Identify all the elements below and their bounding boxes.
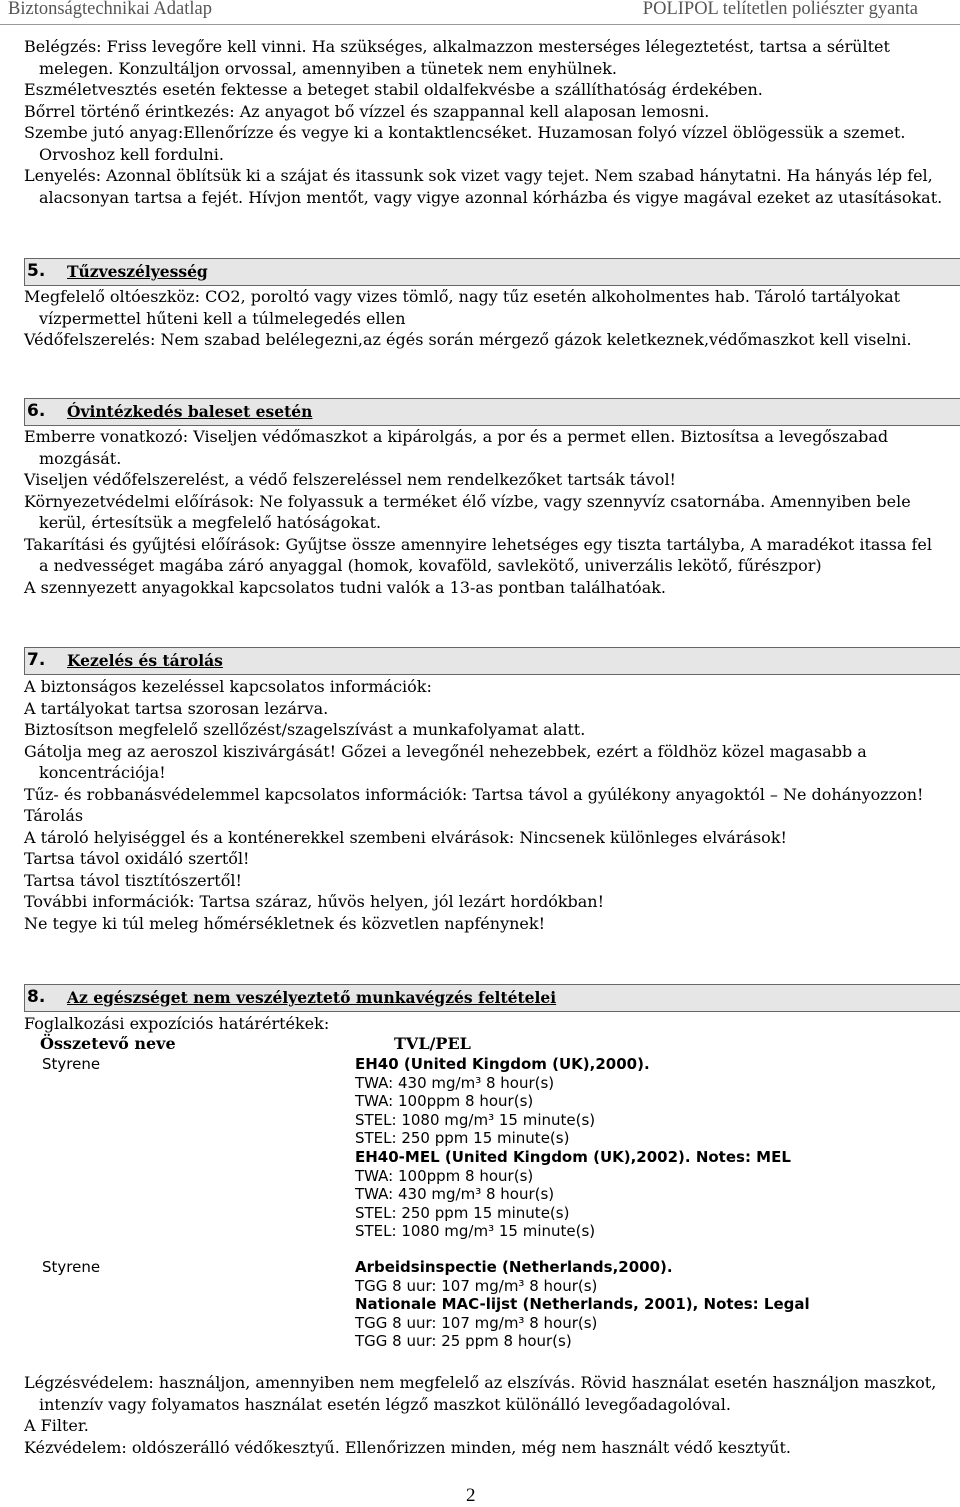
- paragraph: A Filter.: [24, 1416, 89, 1435]
- limit-line: TWA: 430 mg/m³ 8 hour(s): [355, 1073, 555, 1092]
- limit-line: STEL: 250 ppm 15 minute(s): [355, 1203, 570, 1222]
- page-header: [0, 0, 960, 24]
- header-product-name: POLIPOL telítetlen poliészter gyanta: [642, 0, 918, 19]
- paragraph: Védőfelszerelés: Nem szabad belélegezni,az égés során mérgező gázok keletkeznek,védőmaszkot kell viselni.: [24, 330, 912, 349]
- paragraph: Tartsa távol oxidáló szertől!: [24, 849, 250, 868]
- limit-line: TGG 8 uur: 107 mg/m³ 8 hour(s): [355, 1313, 598, 1332]
- section-number: 5.: [27, 261, 46, 281]
- paragraph: Légzésvédelem: használjon, amennyiben nem megfelelő az elszívás. Rövid használat esetén használjon maszkot, intenzív vagy folyamatos használat esetén légző maszkot különálló levegőadagolóval.: [24, 1373, 937, 1414]
- paragraph: További információk: Tartsa száraz, hűvös helyen, jól lezárt hordókban!: [24, 892, 605, 911]
- section-heading-6: [24, 398, 960, 426]
- paragraph: Emberre vonatkozó: Viseljen védőmaszkot a kipárolgás, a por és a permet ellen. Biztosítsa a levegőszabad mozgását.: [24, 427, 889, 468]
- paragraph: Eszméletvesztés esetén fektesse a beteget stabil oldalfekvésbe a szállíthatóság érdekében.: [24, 80, 763, 99]
- paragraph: Tárolás: [24, 806, 84, 825]
- section-6-body: [24, 426, 944, 598]
- paragraph: A szennyezett anyagokkal kapcsolatos tudni valók a 13-as pontban találhatóak.: [24, 577, 667, 597]
- paragraph: Takarítási és gyűjtési előírások: Gyűjtse össze amennyire lehetséges egy tiszta tartályba, A maradékot itassa fel a nedvességet magába záró anyaggal (homok, kovaföld, savlekötő, univerzális lekötő, fűrészpor): [24, 534, 932, 575]
- paragraph: A tároló helyiséggel és a konténerekkel szembeni elvárások: Nincsenek különleges elvárások!: [24, 827, 787, 847]
- section-title: Tűzveszélyesség: [67, 262, 208, 281]
- section-title: Kezelés és tárolás: [67, 651, 223, 670]
- table-row-component: Styrene: [42, 1258, 101, 1276]
- limit-line: STEL: 1080 mg/m³ 15 minute(s): [355, 1222, 596, 1241]
- section-7-body: [24, 676, 944, 934]
- exposure-intro: [24, 1013, 944, 1035]
- limit-line: TWA: 100ppm 8 hour(s): [355, 1092, 534, 1111]
- column-header-component: Összetevő neve: [40, 1034, 176, 1053]
- section-5-body: [24, 286, 944, 351]
- section-number: 8.: [27, 987, 46, 1007]
- paragraph: Gátolja meg az aeroszol kiszivárgását! Gőzei a levegőnél nehezebbek, ezért a földhöz közel magasabb a koncentrációja!: [24, 741, 867, 782]
- table-row-limits: [355, 1055, 791, 1241]
- section-title: Óvintézkedés baleset esetén: [67, 402, 313, 421]
- section-heading-7: [24, 647, 960, 675]
- section-heading-5: [24, 258, 960, 286]
- section-heading-8: [24, 984, 960, 1012]
- paragraph: Kézvédelem: oldószerálló védőkesztyű. Ellenőrizzen minden, még nem használt védő kesztyűt.: [24, 1437, 791, 1457]
- paragraph: Foglalkozási expozíciós határértékek:: [24, 1014, 330, 1033]
- first-aid-block: [24, 36, 944, 208]
- paragraph: Tartsa távol tisztítószertől!: [24, 870, 242, 890]
- limit-line: EH40 (United Kingdom (UK),2000).: [355, 1055, 650, 1073]
- limit-line: EH40-MEL (United Kingdom (UK),2002). Notes: MEL: [355, 1147, 791, 1166]
- header-rule: [0, 24, 960, 25]
- paragraph: Megfelelő oltóeszköz: CO2, poroltó vagy vizes tömlő, nagy tűz esetén alkoholmentes hab. Tároló tartályokat vízpermettel hűteni kell a túlmelegedés ellen: [24, 287, 901, 328]
- section-number: 6.: [27, 401, 46, 421]
- limit-line: TWA: 100ppm 8 hour(s): [355, 1166, 534, 1185]
- section-number: 7.: [27, 650, 46, 670]
- paragraph: Környezetvédelmi előírások: Ne folyassuk a terméket élő vízbe, vagy szennyvíz csatornába. Amennyiben bele kerül, értesítsük a megfelelő hatóságokat.: [24, 491, 911, 532]
- table-row-component: Styrene: [42, 1055, 101, 1073]
- paragraph: Belégzés: Friss levegőre kell vinni. Ha szükséges, alkalmazzon mesterséges lélegeztetést, tartsa a sérültet melegen. Konzultáljon orvossal, amennyiben a tünetek nem enyhülnek.: [24, 37, 890, 78]
- paragraph: Lenyelés: Azonnal öblítsük ki a szájat és itassunk sok vizet vagy tejet. Nem szabad hánytatni. Ha hányás lép fel, alacsonyan tartsa a fejét. Hívjon mentőt, vagy vigye azonnal kórházba és vigye magával ezeket az utasításokat.: [24, 166, 943, 207]
- limit-line: TWA: 430 mg/m³ 8 hour(s): [355, 1185, 555, 1204]
- paragraph: A biztonságos kezeléssel kapcsolatos információk:: [24, 677, 432, 696]
- limit-line: Nationale MAC-lijst (Netherlands, 2001), Notes: Legal: [355, 1295, 810, 1314]
- paragraph: Bőrrel történő érintkezés: Az anyagot bő vízzel és szappannal kell alaposan lemosni.: [24, 101, 710, 121]
- limit-line: TGG 8 uur: 25 ppm 8 hour(s): [355, 1332, 572, 1351]
- protection-block: [24, 1372, 944, 1458]
- limit-line: STEL: 250 ppm 15 minute(s): [355, 1129, 570, 1148]
- page-number: 2: [466, 1485, 476, 1506]
- paragraph: Biztosítson megfelelő szellőzést/szagelszívást a munkafolyamat alatt.: [24, 720, 586, 739]
- limit-line: STEL: 1080 mg/m³ 15 minute(s): [355, 1110, 596, 1129]
- limit-line: TGG 8 uur: 107 mg/m³ 8 hour(s): [355, 1276, 598, 1295]
- paragraph: Viseljen védőfelszerelést, a védő felszereléssel nem rendelkezőket tartsák távol!: [24, 470, 676, 489]
- paragraph: Szembe jutó anyag:Ellenőrízze és vegye ki a kontaktlencséket. Huzamosan folyó vízzel öblögessük a szemet. Orvoshoz kell fordulni.: [24, 123, 906, 164]
- section-title: Az egészséget nem veszélyeztető munkavégzés feltételei: [67, 988, 557, 1007]
- limit-line: Arbeidsinspectie (Netherlands,2000).: [355, 1258, 673, 1276]
- column-header-tvl: TVL/PEL: [394, 1034, 471, 1053]
- header-doc-title: Biztonságtechnikai Adatlap: [8, 0, 212, 19]
- paragraph: Tűz- és robbanásvédelemmel kapcsolatos információk: Tartsa távol a gyúlékony anyagoktól – Ne dohányozzon!: [24, 784, 924, 804]
- table-row-limits: [355, 1258, 810, 1351]
- paragraph: Ne tegye ki túl meleg hőmérsékletnek és közvetlen napfénynek!: [24, 913, 546, 933]
- paragraph: A tartályokat tartsa szorosan lezárva.: [24, 698, 329, 718]
